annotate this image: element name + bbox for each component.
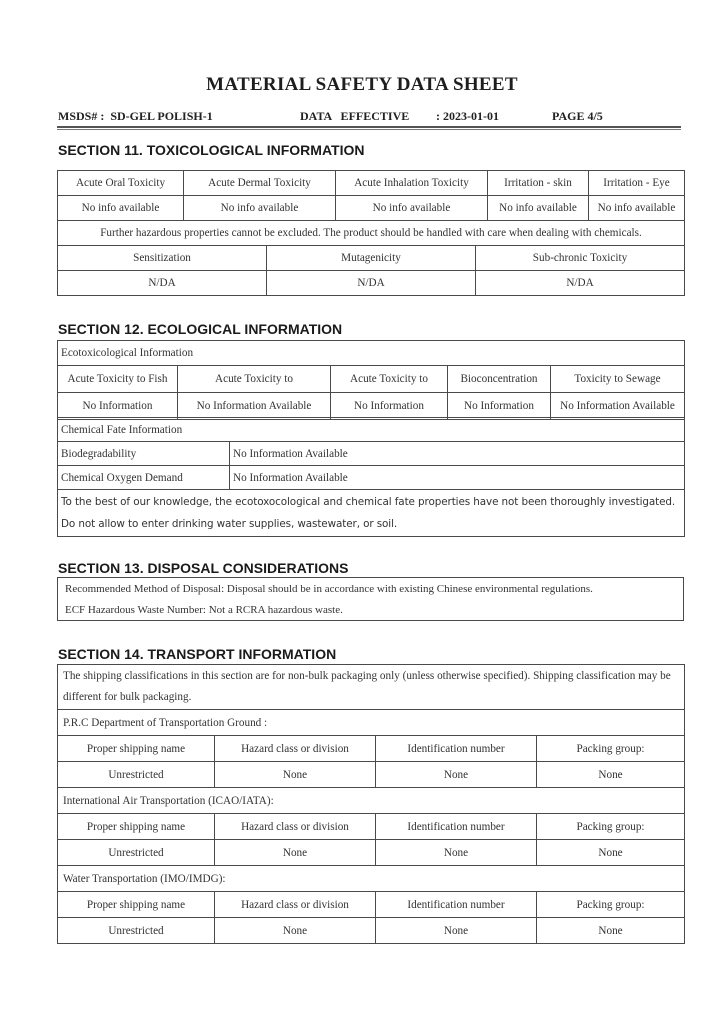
table-row (58, 271, 685, 296)
table-cell: No Information Available (178, 393, 331, 420)
msds-number (58, 109, 213, 124)
table-header-cell: Acute Toxicity to (331, 366, 448, 393)
table-cell: Unrestricted (58, 762, 215, 788)
table-cell: None (376, 840, 537, 866)
table-header-cell: Identification number (376, 814, 537, 840)
waste-number: ECF Hazardous Waste Number: Not a RCRA hazardous waste. (65, 604, 343, 616)
toxicology-table (57, 170, 685, 246)
table-header-cell: Packing group: (537, 892, 685, 918)
ecology-table (57, 340, 685, 420)
table-cell: None (376, 762, 537, 788)
table-cell: No Information Available (230, 466, 685, 490)
ecotox-label: Ecotoxicological Information (58, 341, 685, 366)
table-header-cell: Irritation - Eye (589, 171, 685, 196)
ecology-note: To the best of our knowledge, the ecotoxocological and chemical fate properties have not been thoroughly investigated. Do not allow to enter drinking water supplies, wastewater, or soil. (58, 490, 685, 537)
table-cell: No Information (58, 393, 178, 420)
table-header-cell: Sub-chronic Toxicity (476, 246, 685, 271)
section-13-title: SECTION 13. DISPOSAL CONSIDERATIONS (58, 560, 349, 576)
disposal-method: Recommended Method of Disposal: Disposal should be in accordance with existing Chinese environmental regulations. (65, 583, 593, 595)
table-header-cell: Mutagenicity (267, 246, 476, 271)
table-header-cell: Hazard class or division (215, 892, 376, 918)
table-cell: N/DA (476, 271, 685, 296)
table-cell: None (537, 918, 685, 944)
table-row (58, 866, 685, 892)
table-cell: N/DA (58, 271, 267, 296)
transport-table (57, 664, 685, 944)
table-header-cell: Toxicity to Sewage (551, 366, 685, 393)
page-number: PAGE 4/5 (552, 109, 603, 123)
table-cell: None (537, 762, 685, 788)
table-cell: No info available (58, 196, 184, 221)
msds-value: SD-GEL POLISH-1 (110, 109, 213, 123)
table-cell: N/DA (267, 271, 476, 296)
table-header-cell: Hazard class or division (215, 736, 376, 762)
table-row (58, 393, 685, 420)
table-cell: None (376, 918, 537, 944)
section-12-title: SECTION 12. ECOLOGICAL INFORMATION (58, 321, 343, 337)
section-11-title: SECTION 11. TOXICOLOGICAL INFORMATION (58, 142, 365, 158)
table-header-cell: Acute Oral Toxicity (58, 171, 184, 196)
table-cell: None (215, 918, 376, 944)
document-title: MATERIAL SAFETY DATA SHEET (206, 74, 518, 95)
transport-mode-ground: P.R.C Department of Transportation Ground : (58, 710, 685, 736)
table-cell: None (215, 762, 376, 788)
section-14-title: SECTION 14. TRANSPORT INFORMATION (58, 646, 337, 662)
table-row (58, 442, 685, 466)
table-header-cell: Proper shipping name (58, 892, 215, 918)
effective-label: DATA EFFECTIVE (300, 109, 410, 123)
table-cell: None (215, 840, 376, 866)
table-cell: No info available (336, 196, 488, 221)
table-row (58, 840, 685, 866)
transport-mode-water: Water Transportation (IMO/IMDG): (58, 866, 685, 892)
table-row (58, 246, 685, 271)
table-header-cell: Bioconcentration (448, 366, 551, 393)
table-row (58, 418, 685, 442)
table-row (58, 196, 685, 221)
table-cell: No Information (331, 393, 448, 420)
table-row (58, 814, 685, 840)
toxicology-table-2 (57, 245, 685, 296)
table-cell: Unrestricted (58, 918, 215, 944)
chemical-fate-table (57, 417, 685, 537)
table-row (58, 341, 685, 366)
table-cell: Chemical Oxygen Demand (58, 466, 230, 490)
table-header-cell: Sensitization (58, 246, 267, 271)
table-row (58, 710, 685, 736)
table-cell: No info available (589, 196, 685, 221)
effective-date: : 2023-01-01 (436, 109, 499, 123)
table-cell: No info available (184, 196, 336, 221)
chemical-fate-label: Chemical Fate Information (58, 418, 685, 442)
table-header-cell: Proper shipping name (58, 814, 215, 840)
table-header-cell: Acute Toxicity to (178, 366, 331, 393)
table-row (58, 466, 685, 490)
table-header-cell: Acute Inhalation Toxicity (336, 171, 488, 196)
table-header-cell: Acute Toxicity to Fish (58, 366, 178, 393)
table-header-cell: Packing group: (537, 814, 685, 840)
table-row (58, 171, 685, 196)
document-meta (58, 109, 682, 125)
table-row (58, 366, 685, 393)
transport-mode-air: International Air Transportation (ICAO/IATA): (58, 788, 685, 814)
table-row (58, 892, 685, 918)
table-cell: Biodegradability (58, 442, 230, 466)
table-header-cell: Identification number (376, 736, 537, 762)
msds-label: MSDS# : (58, 109, 105, 123)
toxicology-note: Further hazardous properties cannot be excluded. The product should be handled with care when dealing with chemicals. (58, 221, 685, 246)
table-cell: No Information Available (551, 393, 685, 420)
table-header-cell: Acute Dermal Toxicity (184, 171, 336, 196)
table-cell: No Information (448, 393, 551, 420)
table-row (58, 918, 685, 944)
table-header-cell: Irritation - skin (488, 171, 589, 196)
table-row (58, 736, 685, 762)
header-divider (57, 126, 681, 128)
table-header-cell: Proper shipping name (58, 736, 215, 762)
table-row (58, 762, 685, 788)
header-divider-thin (57, 129, 681, 130)
table-header-cell: Hazard class or division (215, 814, 376, 840)
table-row (58, 490, 685, 537)
table-row (58, 665, 685, 710)
table-header-cell: Packing group: (537, 736, 685, 762)
disposal-box (57, 577, 684, 621)
transport-note: The shipping classifications in this section are for non-bulk packaging only (unless otherwise specified). Shipping classification may be different for bulk packaging. (58, 665, 685, 710)
table-row (58, 221, 685, 246)
table-cell: No Information Available (230, 442, 685, 466)
table-header-cell: Identification number (376, 892, 537, 918)
table-cell: No info available (488, 196, 589, 221)
table-row (58, 788, 685, 814)
table-cell: None (537, 840, 685, 866)
table-cell: Unrestricted (58, 840, 215, 866)
